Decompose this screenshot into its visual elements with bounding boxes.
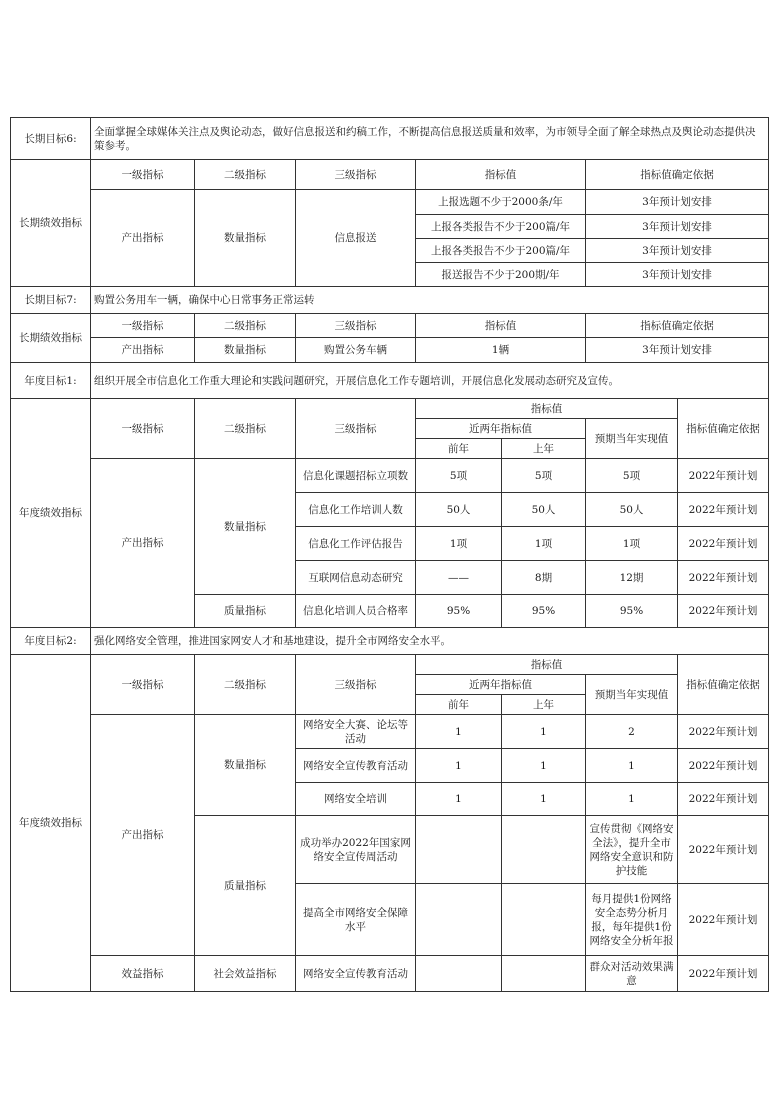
level2-cell: 数量指标 bbox=[195, 190, 296, 287]
value-cell: 上报选题不少于2000条/年 bbox=[416, 190, 586, 215]
level3-cell: 信息化工作评估报告 bbox=[296, 527, 416, 561]
header-prev-year: 前年 bbox=[416, 695, 502, 715]
goal-label: 长期目标7: bbox=[11, 287, 91, 314]
last-year-cell: 1 bbox=[502, 715, 586, 749]
prev-year-cell: 1 bbox=[416, 783, 502, 816]
header-value: 指标值 bbox=[416, 655, 678, 675]
basis-cell: 2022年预计划 bbox=[678, 783, 769, 816]
level3-cell: 网络安全培训 bbox=[296, 783, 416, 816]
section-label: 年度绩效指标 bbox=[11, 655, 91, 992]
expected-cell: 宣传贯彻《网络安全法》，提升全市网络安全意识和防护技能 bbox=[586, 816, 678, 884]
basis-cell: 2022年预计划 bbox=[678, 715, 769, 749]
header-level2: 二级指标 bbox=[195, 160, 296, 190]
header-last-year: 上年 bbox=[502, 695, 586, 715]
prev-year-cell bbox=[416, 884, 502, 956]
basis-cell: 2022年预计划 bbox=[678, 561, 769, 595]
basis-cell: 2022年预计划 bbox=[678, 884, 769, 956]
expected-cell: 每月提供1份网络安全态势分析月报，每年提供1份网络安全分析年报 bbox=[586, 884, 678, 956]
header-basis: 指标值确定依据 bbox=[586, 160, 769, 190]
level1-cell: 产出指标 bbox=[91, 338, 195, 363]
level3-cell: 成功举办2022年国家网络安全宣传周活动 bbox=[296, 816, 416, 884]
expected-cell: 2 bbox=[586, 715, 678, 749]
last-year-cell: 1 bbox=[502, 749, 586, 783]
basis-cell: 2022年预计划 bbox=[678, 956, 769, 992]
header-value: 指标值 bbox=[416, 314, 586, 338]
level1-cell: 产出指标 bbox=[91, 459, 195, 628]
prev-year-cell: 1 bbox=[416, 715, 502, 749]
last-year-cell bbox=[502, 884, 586, 956]
last-year-cell: 5项 bbox=[502, 459, 586, 493]
goal-text: 购置公务用车一辆，确保中心日常事务正常运转 bbox=[91, 287, 769, 314]
header-level1: 一级指标 bbox=[91, 399, 195, 459]
basis-cell: 2022年预计划 bbox=[678, 749, 769, 783]
section-label: 年度绩效指标 bbox=[11, 399, 91, 628]
header-last-year: 上年 bbox=[502, 439, 586, 459]
level1-cell: 产出指标 bbox=[91, 190, 195, 287]
goal-text: 强化网络安全管理，推进国家网安人才和基地建设，提升全市网络安全水平。 bbox=[91, 628, 769, 655]
last-year-cell bbox=[502, 956, 586, 992]
goal-label: 年度目标2: bbox=[11, 628, 91, 655]
last-year-cell: 1项 bbox=[502, 527, 586, 561]
header-prev-year: 前年 bbox=[416, 439, 502, 459]
basis-cell: 2022年预计划 bbox=[678, 816, 769, 884]
expected-cell: 5项 bbox=[586, 459, 678, 493]
goal-text: 组织开展全市信息化工作重大理论和实践问题研究，开展信息化工作专题培训，开展信息化发展动态研究及宣传。 bbox=[91, 363, 769, 399]
goal-text: 全面掌握全球媒体关注点及舆论动态，做好信息报送和约稿工作，不断提高信息报送质量和效率，为市领导全面了解全球热点及舆论动态提供决策参考。 bbox=[91, 118, 769, 160]
section-label: 长期绩效指标 bbox=[11, 314, 91, 363]
expected-cell: 1 bbox=[586, 749, 678, 783]
goal-label: 年度目标1: bbox=[11, 363, 91, 399]
basis-cell: 3年预计划安排 bbox=[586, 338, 769, 363]
prev-year-cell: 5项 bbox=[416, 459, 502, 493]
prev-year-cell: 1 bbox=[416, 749, 502, 783]
last-year-cell bbox=[502, 816, 586, 884]
header-expected: 预期当年实现值 bbox=[586, 419, 678, 459]
header-value: 指标值 bbox=[416, 399, 678, 419]
expected-cell: 50人 bbox=[586, 493, 678, 527]
header-level1: 一级指标 bbox=[91, 655, 195, 715]
basis-cell: 3年预计划安排 bbox=[586, 190, 769, 215]
prev-year-cell: 95% bbox=[416, 595, 502, 628]
goal-label: 长期目标6: bbox=[11, 118, 91, 160]
level3-cell: 信息报送 bbox=[296, 190, 416, 287]
header-recent: 近两年指标值 bbox=[416, 675, 586, 695]
header-level3: 三级指标 bbox=[296, 399, 416, 459]
expected-cell: 95% bbox=[586, 595, 678, 628]
header-level2: 二级指标 bbox=[195, 314, 296, 338]
value-cell: 上报各类报告不少于200篇/年 bbox=[416, 239, 586, 263]
basis-cell: 3年预计划安排 bbox=[586, 215, 769, 239]
level3-cell: 提高全市网络安全保障水平 bbox=[296, 884, 416, 956]
prev-year-cell: —— bbox=[416, 561, 502, 595]
level3-cell: 网络安全宣传教育活动 bbox=[296, 749, 416, 783]
header-value: 指标值 bbox=[416, 160, 586, 190]
level3-cell: 信息化培训人员合格率 bbox=[296, 595, 416, 628]
value-cell: 上报各类报告不少于200篇/年 bbox=[416, 215, 586, 239]
header-basis: 指标值确定依据 bbox=[678, 399, 769, 459]
header-basis: 指标值确定依据 bbox=[586, 314, 769, 338]
header-level1: 一级指标 bbox=[91, 160, 195, 190]
level3-cell: 信息化工作培训人数 bbox=[296, 493, 416, 527]
header-expected: 预期当年实现值 bbox=[586, 675, 678, 715]
value-cell: 报送报告不少于200期/年 bbox=[416, 263, 586, 287]
prev-year-cell bbox=[416, 816, 502, 884]
level1-cell: 产出指标 bbox=[91, 715, 195, 956]
basis-cell: 2022年预计划 bbox=[678, 527, 769, 561]
level2-cell: 质量指标 bbox=[195, 816, 296, 956]
last-year-cell: 50人 bbox=[502, 493, 586, 527]
level2-cell: 数量指标 bbox=[195, 715, 296, 816]
header-basis: 指标值确定依据 bbox=[678, 655, 769, 715]
value-cell: 1辆 bbox=[416, 338, 586, 363]
level3-cell: 网络安全大赛、论坛等活动 bbox=[296, 715, 416, 749]
expected-cell: 1 bbox=[586, 783, 678, 816]
expected-cell: 1项 bbox=[586, 527, 678, 561]
prev-year-cell bbox=[416, 956, 502, 992]
header-level2: 二级指标 bbox=[195, 399, 296, 459]
level2-cell: 质量指标 bbox=[195, 595, 296, 628]
last-year-cell: 1 bbox=[502, 783, 586, 816]
basis-cell: 2022年预计划 bbox=[678, 459, 769, 493]
performance-goals-document bbox=[10, 117, 768, 992]
level2-cell: 数量指标 bbox=[195, 459, 296, 595]
level3-cell: 网络安全宣传教育活动 bbox=[296, 956, 416, 992]
basis-cell: 3年预计划安排 bbox=[586, 239, 769, 263]
header-recent: 近两年指标值 bbox=[416, 419, 586, 439]
header-level3: 三级指标 bbox=[296, 655, 416, 715]
prev-year-cell: 1项 bbox=[416, 527, 502, 561]
level2-cell: 社会效益指标 bbox=[195, 956, 296, 992]
prev-year-cell: 50人 bbox=[416, 493, 502, 527]
header-level3: 三级指标 bbox=[296, 160, 416, 190]
last-year-cell: 95% bbox=[502, 595, 586, 628]
header-level3: 三级指标 bbox=[296, 314, 416, 338]
level3-cell: 购置公务车辆 bbox=[296, 338, 416, 363]
level2-cell: 数量指标 bbox=[195, 338, 296, 363]
level1-cell: 效益指标 bbox=[91, 956, 195, 992]
basis-cell: 2022年预计划 bbox=[678, 595, 769, 628]
level3-cell: 信息化课题招标立项数 bbox=[296, 459, 416, 493]
header-level2: 二级指标 bbox=[195, 655, 296, 715]
last-year-cell: 8期 bbox=[502, 561, 586, 595]
performance-table bbox=[10, 117, 769, 992]
level3-cell: 互联网信息动态研究 bbox=[296, 561, 416, 595]
basis-cell: 2022年预计划 bbox=[678, 493, 769, 527]
basis-cell: 3年预计划安排 bbox=[586, 263, 769, 287]
expected-cell: 12期 bbox=[586, 561, 678, 595]
expected-cell: 群众对活动效果满意 bbox=[586, 956, 678, 992]
header-level1: 一级指标 bbox=[91, 314, 195, 338]
section-label: 长期绩效指标 bbox=[11, 160, 91, 287]
